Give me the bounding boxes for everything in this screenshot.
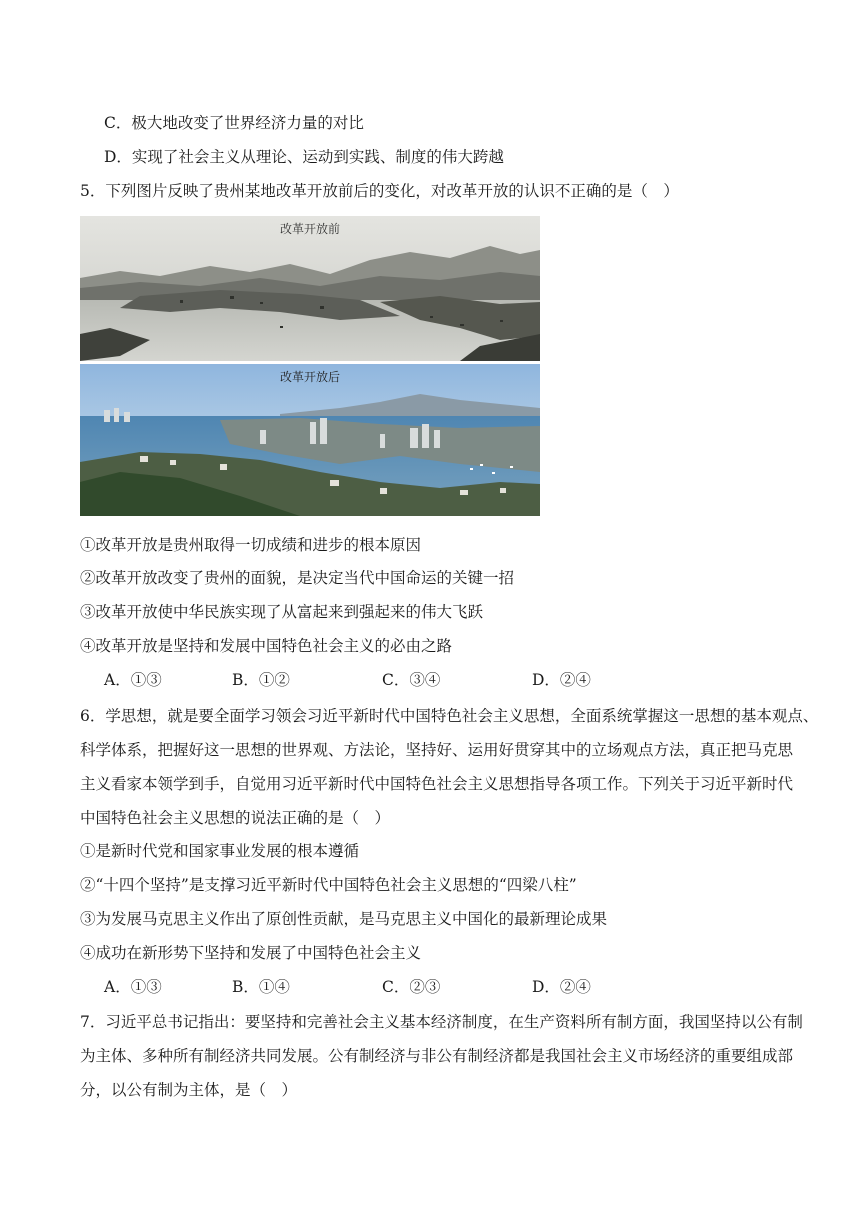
photo-after-reform bbox=[80, 364, 540, 516]
q5-statement-1: ①改革开放是贵州取得一切成绩和进步的根本原因 bbox=[80, 536, 422, 554]
photo-before-label: 改革开放前 bbox=[279, 222, 340, 236]
q5-statement-3: ③改革开放使中华民族实现了从富起来到强起来的伟大飞跃 bbox=[80, 603, 484, 621]
photo-before-image bbox=[80, 216, 540, 361]
photo-before-reform bbox=[80, 216, 540, 361]
q6-statement-3: ③为发展马克思主义作出了原创性贡献，是马克思主义中国化的最新理论成果 bbox=[80, 910, 608, 928]
q6-option-b[interactable]: B．①④ bbox=[232, 978, 290, 996]
q5-options bbox=[0, 670, 868, 690]
q6-options bbox=[0, 977, 868, 997]
q6-stem-line-4: 中国特色社会主义思想的说法正确的是（ ） bbox=[80, 809, 391, 827]
photo-after-image bbox=[80, 364, 540, 516]
q7-stem-line-2: 为主体、多种所有制经济共同发展。公有制经济与非公有制经济都是我国社会主义市场经济的重要组成部 bbox=[80, 1047, 794, 1065]
q6-option-d[interactable]: D．②④ bbox=[532, 978, 591, 996]
q4-option-c: C．极大地改变了世界经济力量的对比 bbox=[104, 114, 364, 132]
q6-stem-line-3: 主义看家本领学到手，自觉用习近平新时代中国特色社会主义思想指导各项工作。下列关于习近平新时代 bbox=[80, 775, 794, 793]
q5-statement-2: ②改革开放改变了贵州的面貌，是决定当代中国命运的关键一招 bbox=[80, 569, 515, 587]
photo-after-label: 改革开放后 bbox=[279, 370, 340, 384]
q7-stem-line-1: 7．习近平总书记指出：要坚持和完善社会主义基本经济制度，在生产资料所有制方面，我国坚持以公有制 bbox=[80, 1013, 803, 1031]
q6-option-c[interactable]: C．②③ bbox=[382, 978, 441, 996]
q5-option-a[interactable]: A．①③ bbox=[104, 671, 162, 689]
q5-statement-4: ④改革开放是坚持和发展中国特色社会主义的必由之路 bbox=[80, 637, 453, 655]
q6-statement-4: ④成功在新形势下坚持和发展了中国特色社会主义 bbox=[80, 944, 422, 962]
q5-option-c[interactable]: C．③④ bbox=[382, 671, 441, 689]
q6-option-a[interactable]: A．①③ bbox=[104, 978, 162, 996]
q4-option-d: D．实现了社会主义从理论、运动到实践、制度的伟大跨越 bbox=[104, 148, 504, 166]
q6-statement-1: ①是新时代党和国家事业发展的根本遵循 bbox=[80, 842, 360, 860]
q6-statement-2: ②“十四个坚持”是支撑习近平新时代中国特色社会主义思想的“四梁八柱” bbox=[80, 876, 577, 894]
q5-option-d[interactable]: D．②④ bbox=[532, 671, 591, 689]
q5-option-b[interactable]: B．①② bbox=[232, 671, 290, 689]
q6-stem-line-1: 6．学思想，就是要全面学习领会习近平新时代中国特色社会主义思想，全面系统掌握这一思想的基本观点、 bbox=[80, 707, 819, 725]
q6-stem-line-2: 科学体系，把握好这一思想的世界观、方法论，坚持好、运用好贯穿其中的立场观点方法，真正把马克思 bbox=[80, 741, 794, 759]
q7-stem-line-3: 分，以公有制为主体，是（ ） bbox=[80, 1081, 298, 1099]
q5-stem: 5．下列图片反映了贵州某地改革开放前后的变化，对改革开放的认识不正确的是（ ） bbox=[80, 182, 679, 200]
